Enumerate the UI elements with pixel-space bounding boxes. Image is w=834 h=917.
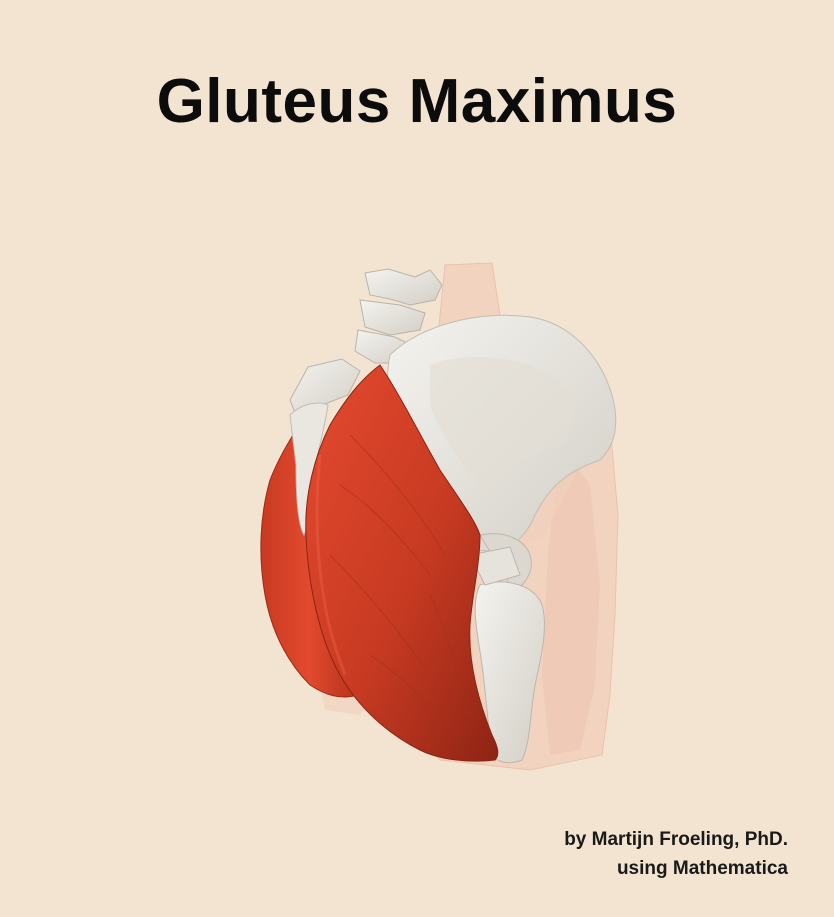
author-line: by Martijn Froeling, PhD. — [564, 829, 788, 850]
anatomy-render — [230, 255, 650, 785]
credit-block — [564, 825, 788, 883]
page-title: Gluteus Maximus — [156, 67, 678, 136]
tool-line: using Mathematica — [616, 858, 788, 879]
